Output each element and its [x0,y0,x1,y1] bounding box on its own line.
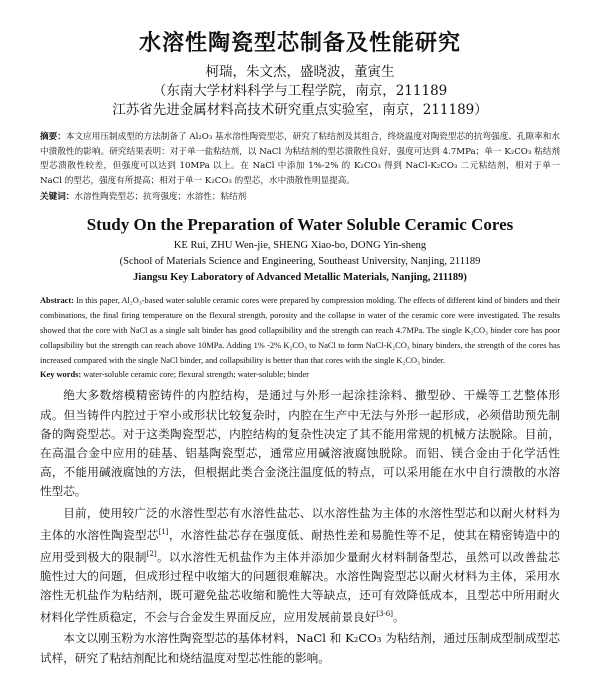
body-paragraph-2-part-d: 。 [392,610,405,625]
citation-2: [2] [146,549,157,558]
chinese-abstract-text: 本文应用压制成型的方法制备了 Al₂O₃ 基水溶性陶瓷型芯，研究了粘结剂及其组合，终烧温度对陶瓷型芯的抗弯强度、孔隙率和水中溃散性的影响。研究结果表明：对于单一盐粘结剂，以 NaCl 为粘结剂的型芯溃散性良好，强度可达到 4.7MPa；单一 K₂CO₃ 粘结剂型芯溃散性较差，但强度可以达到 10MPa 以上。在 NaCl 中添加 1%-2% 的 K₂CO₃ 得到 NaCl-K₂CO₃ 二元粘结剂，相对于单一 NaCl 的型芯，强度有所提高；相对于单一 K₂CO₃ 的型芯，水中溃散性明显提高。 [40,132,560,186]
chinese-keywords-label: 关键词： [40,192,75,203]
citation-1: [1] [158,527,169,536]
chinese-affiliation-2: 江苏省先进金属材料高技术研究重点实验室，南京，211189） [112,102,488,118]
english-keywords [40,368,560,382]
citation-3: [3-6] [376,610,393,619]
english-abstract-label: Abstract: [40,296,74,306]
english-affiliation-2: Jiangsu Key Laboratory of Advanced Metallic Materials, Nanjing, 211189) [133,272,467,284]
chinese-abstract [40,130,560,188]
chinese-keywords [40,190,560,204]
chinese-keywords-text: 水溶性陶瓷型芯；抗弯强度；水溶性；粘结剂 [74,192,247,203]
body-paragraph-2 [40,504,560,628]
english-abstract-text: In this paper, Al₂O₃-based water soluble ceramic cores were prepared by compression molding. The effects of different kind of binders and their combinations, the final firing temperature on the flexural strength, porosity and the collapse in water of the ceramic core were investigated. The results showed that the core with NaCl as a single salt binder has good collapsibility and the strength can reach 4.7MPa. The single K₂CO₃ binder core has poor collapsibility but the strength can reach above 10MPa. Adding 1% -2% K₂CO₃ to NaCl to form NaCl-K₂CO₃ binary binders, the strength of the cores has increased compared with the single NaCl binder, and collapsibility is better than that cores with the single K₂CO₃ binder. [40,296,560,365]
english-keywords-text: water-soluble ceramic core; flexural strength; water-soluble; binder [83,370,309,380]
body-paragraph-3: 本文以刚玉粉为水溶性陶瓷型芯的基体材料，NaCl 和 K₂CO₃ 为粘结剂，通过压制成型制成型芯试样，研究了粘结剂配比和烧结温度对型芯性能的影响。 [40,631,560,665]
english-authors: KE Rui, ZHU Wen-jie, SHENG Xiao-bo, DONG Yin-sheng [173,240,427,252]
body-paragraph-2-part-c: 。以水溶性无机盐作为主体并添加少量耐火材料制备型芯，虽然可以改善盐芯脆性过大的问题，但成形过程中收缩大的问题很难解决。水溶性陶瓷型芯以耐火材料为主体，采用水溶性无机盐作为粘结剂，既可避免盐芯收缩和脆性大等缺点，还可有效降低成本，且型芯中所用耐火材料化学性质稳定，不会与合金发生界面反应，应用发展前景良好 [40,549,560,625]
english-title: Study On the Preparation of Water Soluble Ceramic Cores [86,215,514,235]
english-affiliation-1: (School of Materials Science and Engineering, Southeast University, Nanjing, 211189 [119,256,481,268]
chinese-affiliation-1: （东南大学材料科学与工程学院，南京，211189 [152,83,448,99]
english-abstract [40,294,560,368]
body-paragraph-2-part-a: 目前，使用较广泛的水溶性型芯有水溶性盐芯、以水溶性盐为主体的水溶性型芯和以耐火材料为主体的水溶性陶瓷型芯 [40,505,560,542]
chinese-title: 水溶性陶瓷型芯制备及性能研究 [138,30,461,56]
body-paragraph-2-part-b: ，水溶性盐芯存在强度低、耐热性差和易脆性等不足，使其在精密铸造中的应用受到极大的限制 [40,527,560,564]
english-keywords-label: Key words: [40,370,82,380]
body-paragraph-1: 绝大多数熔模精密铸件的内腔结构，是通过与外形一起涂挂涂料、撒型砂、干燥等工艺整体形成。但当铸件内腔过于窄小或形状比较复杂时，内腔在生产中无法与外形一起形成，必须借助预先制备的陶瓷型芯。对于这类陶瓷型芯，内腔结构的复杂性决定了其不能用常规的机械方法脱除。目前，在高温合金中应用的硅基、铝基陶瓷型芯，通常应用碱溶液腐蚀脱除。而铝、镁合金由于化学活性高，不能用碱液腐蚀的方法，但根据此类合金浇注温度低的特点，可以采用能在水中自行溃散的水溶性型芯。 [40,388,560,499]
chinese-abstract-label: 摘要： [40,132,66,142]
chinese-authors: 柯瑞，朱文杰，盛晓波，董寅生 [205,64,395,80]
